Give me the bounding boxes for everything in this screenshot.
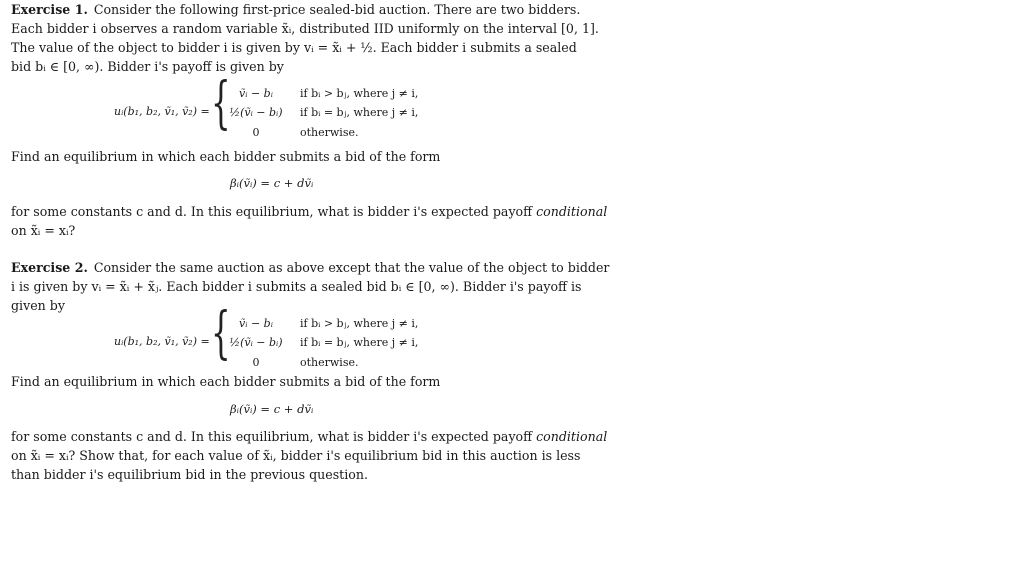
exercise1-case-1-condition: if bᵢ > bⱼ, where j ≠ i, xyxy=(300,87,419,100)
exercise1-case-1-value: ṽᵢ − bᵢ xyxy=(239,87,273,100)
exercise2-case-1-condition: if bᵢ > bⱼ, where j ≠ i, xyxy=(300,317,419,330)
exercise1-bid-form: βᵢ(ṽᵢ) = c + dṽᵢ xyxy=(230,176,314,190)
exercise1-line-1 xyxy=(11,0,580,19)
exercise2-line-1 xyxy=(11,258,609,277)
exercise2-text-1: Consider the same auction as above except that the value of the object to bidder xyxy=(93,260,610,275)
exercise1-payoff-equation xyxy=(114,71,454,144)
exercise1-text-1: Consider the following first-price sealed-bid auction. There are two bidders. xyxy=(93,2,581,17)
exercise2-case-2-value: ½(ṽᵢ − bᵢ) xyxy=(229,336,283,349)
exercise2-question-line-3: than bidder i's equilibrium bid in the previous question. xyxy=(11,467,368,482)
exercise2-heading: Exercise 2. xyxy=(11,260,88,275)
exercise2-question-text: for some constants c and d. In this equilibrium, what is bidder i's expected payoff xyxy=(11,429,537,444)
exercise2-question-line-2: on x̃ᵢ = xᵢ? Show that, for each value of x̃ᵢ, bidder i's equilibrium bid in this auction is less xyxy=(11,448,581,463)
exercise1-conditional-emphasis: conditional xyxy=(536,204,608,219)
exercise2-question-line-1 xyxy=(11,427,607,446)
exercise2-payoff-equation xyxy=(114,301,454,374)
exercise2-case-3-condition: otherwise. xyxy=(300,356,359,369)
exercise1-case-2-condition: if bᵢ = bⱼ, where j ≠ i, xyxy=(300,106,419,119)
exercise1-heading: Exercise 1. xyxy=(11,2,88,17)
exercise1-question-text: for some constants c and d. In this equilibrium, what is bidder i's expected payoff xyxy=(11,204,537,219)
brace-symbol: { xyxy=(211,301,231,366)
exercise2-case-2-condition: if bᵢ = bⱼ, where j ≠ i, xyxy=(300,336,419,349)
exercise2-bid-form: βᵢ(ṽᵢ) = c + dṽᵢ xyxy=(230,402,314,416)
exercise1-case-3-condition: otherwise. xyxy=(300,126,359,139)
exercise1-question-line-2: on x̃ᵢ = xᵢ? xyxy=(11,223,76,238)
exercise1-payoff-lhs: uᵢ(b₁, b₂, ṽ₁, ṽ₂) = xyxy=(114,105,210,118)
brace-symbol: { xyxy=(211,71,231,136)
exercise2-line-2: i is given by vᵢ = x̃ᵢ + x̃ⱼ. Each bidder i submits a sealed bid bᵢ ∈ [0, ∞). Bidder i's payoff is xyxy=(11,279,582,294)
exercise1-line-3: The value of the object to bidder i is given by vᵢ = x̃ᵢ + ½. Each bidder i submits a sealed xyxy=(11,40,577,55)
document-page xyxy=(11,0,610,576)
exercise2-line-3: given by xyxy=(11,298,65,313)
exercise2-case-1-value: ṽᵢ − bᵢ xyxy=(239,317,273,330)
exercise2-payoff-lhs: uᵢ(b₁, b₂, ṽ₁, ṽ₂) = xyxy=(114,335,210,348)
exercise1-case-3-value: 0 xyxy=(252,126,260,139)
exercise1-find-line: Find an equilibrium in which each bidder submits a bid of the form xyxy=(11,149,441,164)
exercise1-case-2-value: ½(ṽᵢ − bᵢ) xyxy=(229,106,283,119)
exercise1-line-2: Each bidder i observes a random variable x̃ᵢ, distributed IID uniformly on the interval [0, 1]. xyxy=(11,21,599,36)
exercise2-conditional-emphasis: conditional xyxy=(536,429,608,444)
exercise1-line-4: bid bᵢ ∈ [0, ∞). Bidder i's payoff is given by xyxy=(11,59,284,74)
exercise2-find-line: Find an equilibrium in which each bidder submits a bid of the form xyxy=(11,374,441,389)
exercise2-case-3-value: 0 xyxy=(252,356,260,369)
exercise1-question-line-1 xyxy=(11,202,607,221)
